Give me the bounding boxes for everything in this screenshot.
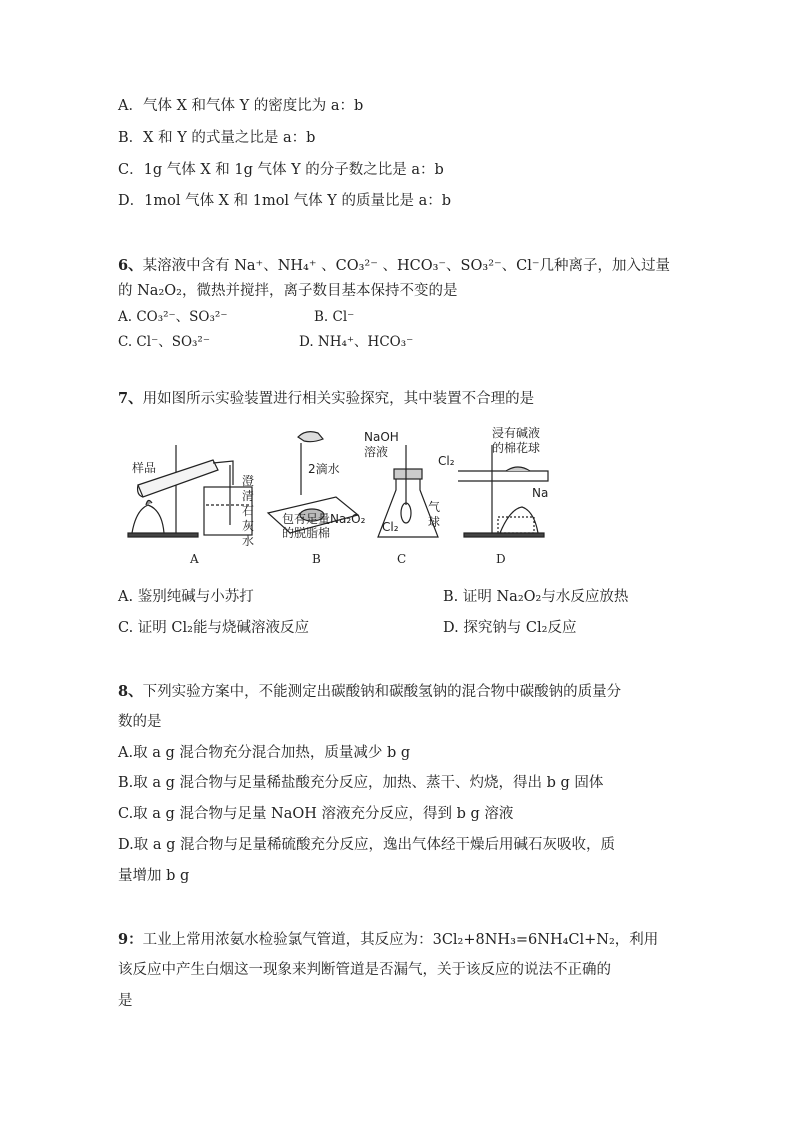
figure-letter-d: D: [496, 552, 506, 566]
q7-option-c: C. 证明 Cl₂能与烧碱溶液反应: [118, 620, 309, 636]
label-alkali-soaked: 浸有碱液: [492, 426, 541, 440]
q7-option-b: B. 证明 Na₂O₂与水反应放热: [443, 589, 629, 605]
label-balloon-2: 球: [428, 515, 441, 529]
label-balloon-1: 气: [428, 500, 441, 514]
q7-number: 7、: [118, 390, 143, 407]
q9-stem-1: 工业上常用浓氨水检验氯气管道，其反应为：3Cl₂+8NH₃=6NH₄Cl+N₂，利用: [142, 932, 659, 948]
q8-stem-2: 数的是: [118, 714, 162, 730]
q5-option-b: B．X 和 Y 的式量之比是 a：b: [118, 130, 316, 146]
q7-apparatus-figure: [118, 425, 578, 575]
q6-stem-2: 的 Na₂O₂，微热并搅拌，离子数目基本保持不变的是: [118, 283, 458, 299]
label-cotton-na2o2: 包有足量Na₂O₂: [282, 512, 366, 526]
q7-stem: 用如图所示实验装置进行相关实验探究，其中装置不合理的是: [142, 391, 535, 407]
q6-stem-1: 某溶液中含有 Na⁺、NH₄⁺ 、CO₃²⁻ 、HCO₃⁻、SO₃²⁻、Cl⁻几种离子，加入过量: [142, 258, 671, 274]
q6-option-b: B. Cl⁻: [314, 309, 355, 325]
figure-letter-c: C: [397, 552, 407, 566]
label-c-cl2: Cl₂: [382, 520, 399, 534]
q8-option-d-2: 量增加 b g: [118, 868, 190, 884]
q7-stem-line: [118, 389, 534, 409]
label-cotton-ball: 的棉花球: [492, 441, 541, 455]
limewater-char-1: 澄: [242, 474, 255, 488]
q5-option-a: A．气体 X 和气体 Y 的密度比为 a：b: [118, 98, 364, 114]
label-d-cl2: Cl₂: [438, 454, 455, 468]
figure-letter-a: A: [190, 552, 199, 566]
q8-stem-line-1: [118, 682, 621, 702]
q8-number: 8、: [118, 683, 143, 700]
figure-letter-b: B: [312, 552, 321, 566]
q6-option-d: D. NH₄⁺、HCO₃⁻: [299, 334, 414, 350]
q6-number: 6、: [118, 257, 143, 274]
q7-option-a: A. 鉴别纯碱与小苏打: [118, 589, 254, 605]
q5-option-d: D．1mol 气体 X 和 1mol 气体 Y 的质量比是 a：b: [118, 193, 452, 209]
q6-option-a: A. CO₃²⁻、SO₃²⁻: [118, 309, 228, 325]
label-2-drops-water: 2滴水: [308, 462, 340, 476]
q9-stem-3: 是: [118, 993, 133, 1009]
label-sample: 样品: [132, 461, 157, 475]
limewater-char-5: 水: [242, 534, 255, 548]
q8-option-b: B.取 a g 混合物与足量稀盐酸充分反应，加热、蒸干、灼烧，得出 b g 固体: [118, 775, 604, 791]
q9-stem-line-1: [118, 930, 658, 950]
q8-option-a: A.取 a g 混合物充分混合加热，质量减少 b g: [118, 745, 411, 761]
q6-option-c: C. Cl⁻、SO₃²⁻: [118, 334, 210, 350]
q8-stem-1: 下列实验方案中，不能测定出碳酸钠和碳酸氢钠的混合物中碳酸钠的质量分: [142, 684, 622, 700]
apparatus-a: [128, 445, 255, 537]
q7-option-d: D. 探究钠与 Cl₂反应: [443, 620, 577, 636]
q6-stem-line-1: [118, 256, 670, 276]
limewater-char-2: 清: [242, 489, 255, 503]
label-cotton-degreased: 的脱脂棉: [282, 526, 331, 540]
label-naoh: NaOH: [364, 430, 399, 444]
label-limewater: [242, 474, 254, 548]
q5-option-c: C．1g 气体 X 和 1g 气体 Y 的分子数之比是 a：b: [118, 162, 444, 178]
label-na: Na: [532, 486, 549, 500]
q8-option-c: C.取 a g 混合物与足量 NaOH 溶液充分反应，得到 b g 溶液: [118, 806, 514, 822]
limewater-char-3: 石: [242, 504, 255, 518]
label-solution: 溶液: [364, 445, 389, 459]
q9-number: 9：: [118, 931, 143, 948]
limewater-char-4: 灰: [242, 519, 255, 533]
q8-option-d-1: D.取 a g 混合物与足量稀硫酸充分反应，逸出气体经干燥后用碱石灰吸收，质: [118, 837, 615, 853]
q9-stem-2: 该反应中产生白烟这一现象来判断管道是否漏气，关于该反应的说法不正确的: [118, 962, 611, 978]
